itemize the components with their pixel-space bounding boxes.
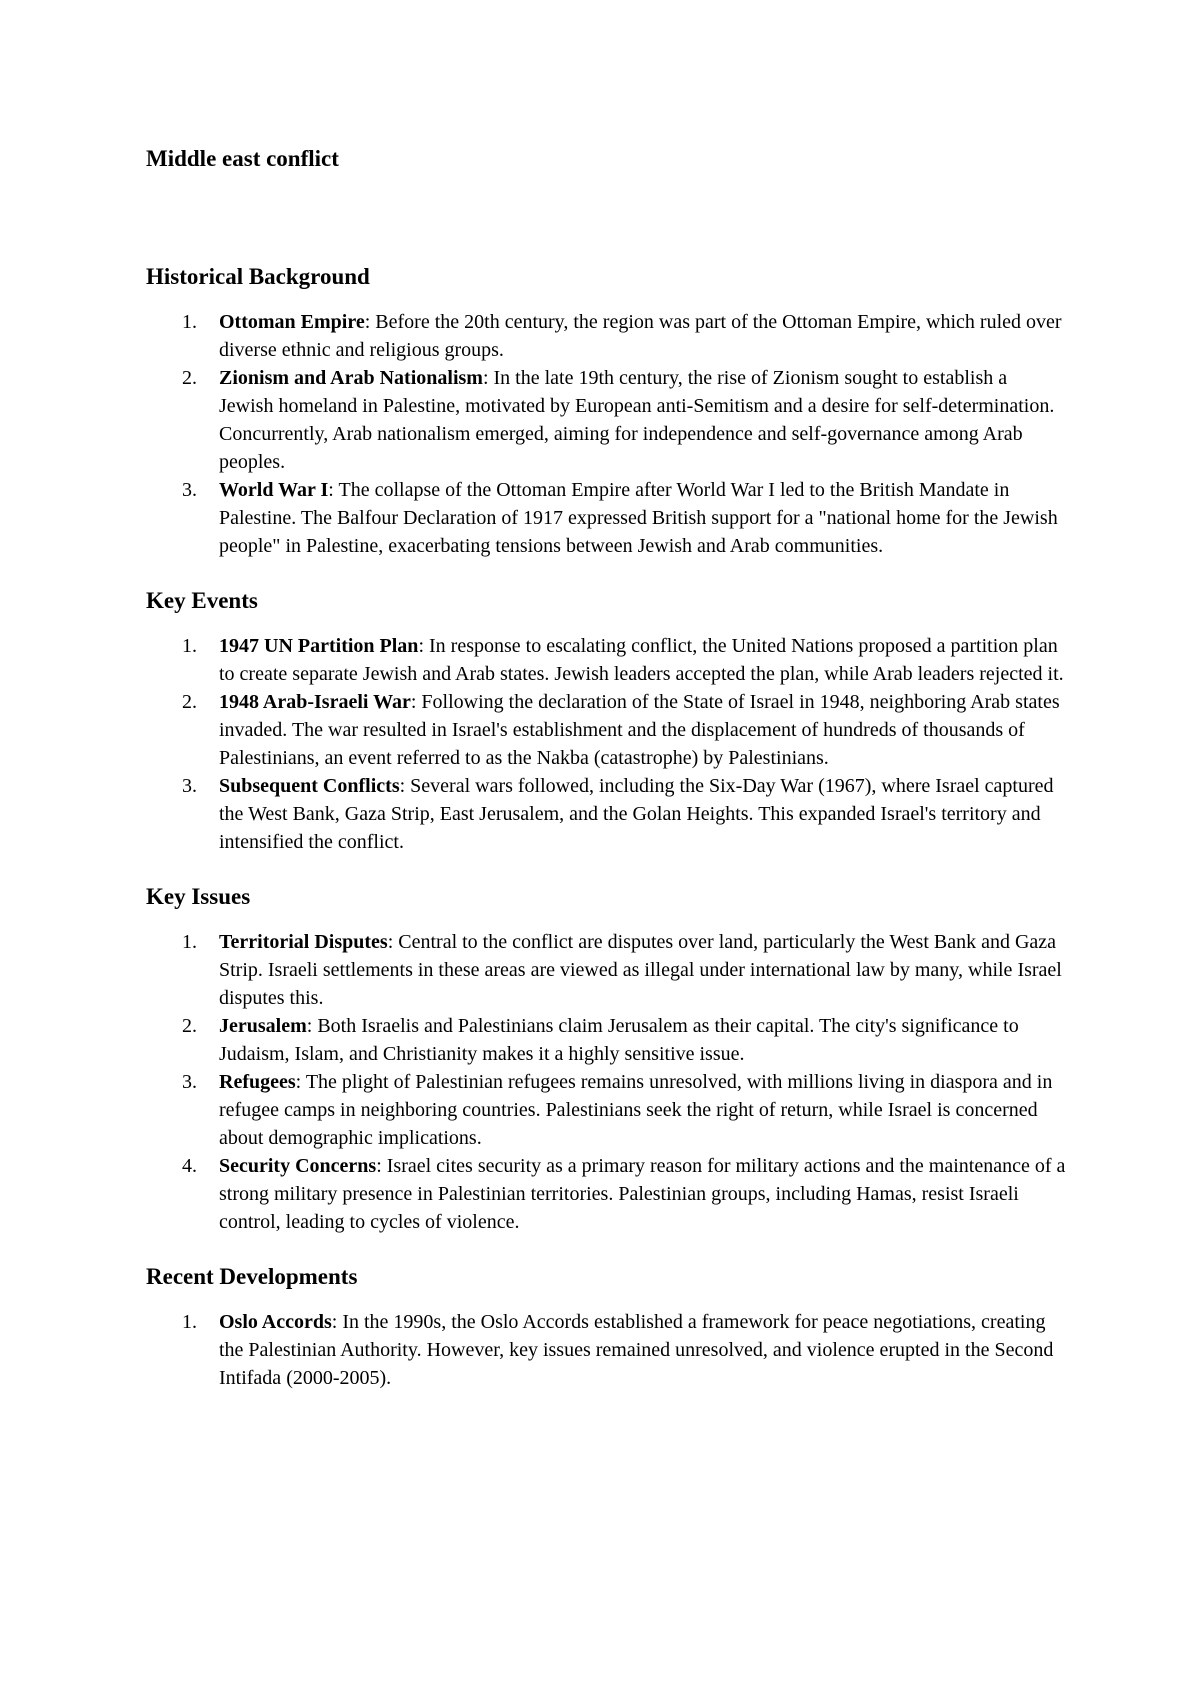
item-text: : Following the declaration of the State of Israel in 1948, neighboring Arab states invaded. The war resulted in Israel's establishment and the displacement of hundreds of thousands of Palestinians, an event referred to as the Nakba (catastrophe) by Palestinians.	[219, 691, 1060, 769]
list-item	[146, 1152, 1066, 1236]
numbered-list	[146, 308, 1066, 560]
item-number: 1.	[182, 931, 197, 953]
item-text: : Central to the conflict are disputes over land, particularly the West Bank and Gaza Strip. Israeli settlements in these areas are viewed as illegal under international law by many, while Israel disputes this.	[219, 931, 1062, 1009]
section-key-events	[146, 586, 1066, 856]
list-item	[146, 772, 1066, 856]
item-number: 2.	[182, 1015, 197, 1037]
item-text: : In the 1990s, the Oslo Accords established a framework for peace negotiations, creating the Palestinian Authority. However, key issues remained unresolved, and violence erupted in the Second Intifada (2000-2005).	[219, 1311, 1054, 1389]
numbered-list	[146, 928, 1066, 1236]
list-item	[146, 364, 1066, 476]
section-heading: Historical Background	[146, 264, 370, 289]
numbered-list	[146, 632, 1066, 856]
item-term: Subsequent Conflicts	[219, 775, 400, 797]
item-term: World War I	[219, 479, 329, 501]
item-term: Refugees	[219, 1071, 296, 1093]
list-item	[146, 688, 1066, 772]
section-key-issues	[146, 882, 1066, 1236]
section-heading: Key Issues	[146, 884, 251, 909]
item-term: 1948 Arab-Israeli War	[219, 691, 411, 713]
list-item	[146, 308, 1066, 364]
item-term: Oslo Accords	[219, 1311, 332, 1333]
item-number: 1.	[182, 1311, 197, 1333]
item-text: : Both Israelis and Palestinians claim Jerusalem as their capital. The city's significance to Judaism, Islam, and Christianity makes it a highly sensitive issue.	[219, 1015, 1019, 1065]
item-text: : The plight of Palestinian refugees remains unresolved, with millions living in diaspora and in refugee camps in neighboring countries. Palestinians seek the right of return, while Israel is concerned about demographic implications.	[219, 1071, 1053, 1149]
item-text: : Israel cites security as a primary reason for military actions and the maintenance of a strong military presence in Palestinian territories. Palestinian groups, including Hamas, resist Israeli control, leading to cycles of violence.	[219, 1155, 1066, 1233]
item-number: 2.	[182, 367, 197, 389]
item-term: Security Concerns	[219, 1155, 377, 1177]
list-item	[146, 1068, 1066, 1152]
item-term: 1947 UN Partition Plan	[219, 635, 419, 657]
item-term: Jerusalem	[219, 1015, 307, 1037]
section-recent-developments	[146, 1262, 1066, 1392]
section-heading: Recent Developments	[146, 1264, 358, 1289]
item-number: 3.	[182, 1071, 197, 1093]
list-item	[146, 1308, 1066, 1392]
section-heading: Key Events	[146, 588, 258, 613]
item-number: 3.	[182, 479, 197, 501]
item-number: 4.	[182, 1155, 197, 1177]
item-text: : Before the 20th century, the region was part of the Ottoman Empire, which ruled over diverse ethnic and religious groups.	[219, 311, 1062, 361]
item-text: : Several wars followed, including the Six-Day War (1967), where Israel captured the West Bank, Gaza Strip, East Jerusalem, and the Golan Heights. This expanded Israel's territory and intensified the conflict.	[219, 775, 1054, 853]
document-title: Middle east conflict	[146, 146, 339, 171]
list-item	[146, 928, 1066, 1012]
item-text: : In the late 19th century, the rise of Zionism sought to establish a Jewish homeland in Palestine, motivated by European anti-Semitism and a desire for self-determination. Concurrently, Arab nationalism emerged, aiming for independence and self-governance among Arab peoples.	[219, 367, 1055, 473]
section-historical-background	[146, 262, 1066, 560]
list-item	[146, 1012, 1066, 1068]
list-item	[146, 632, 1066, 688]
document-page	[146, 144, 1066, 1418]
item-term: Territorial Disputes	[219, 931, 388, 953]
item-text: : The collapse of the Ottoman Empire after World War I led to the British Mandate in Palestine. The Balfour Declaration of 1917 expressed British support for a "national home for the Jewish people" in Palestine, exacerbating tensions between Jewish and Arab communities.	[219, 479, 1058, 557]
list-item	[146, 476, 1066, 560]
item-number: 2.	[182, 691, 197, 713]
item-term: Ottoman Empire	[219, 311, 365, 333]
item-number: 3.	[182, 775, 197, 797]
item-text: : In response to escalating conflict, the United Nations proposed a partition plan to create separate Jewish and Arab states. Jewish leaders accepted the plan, while Arab leaders rejected it.	[219, 635, 1064, 685]
item-number: 1.	[182, 635, 197, 657]
numbered-list	[146, 1308, 1066, 1392]
item-number: 1.	[182, 311, 197, 333]
item-term: Zionism and Arab Nationalism	[219, 367, 483, 389]
